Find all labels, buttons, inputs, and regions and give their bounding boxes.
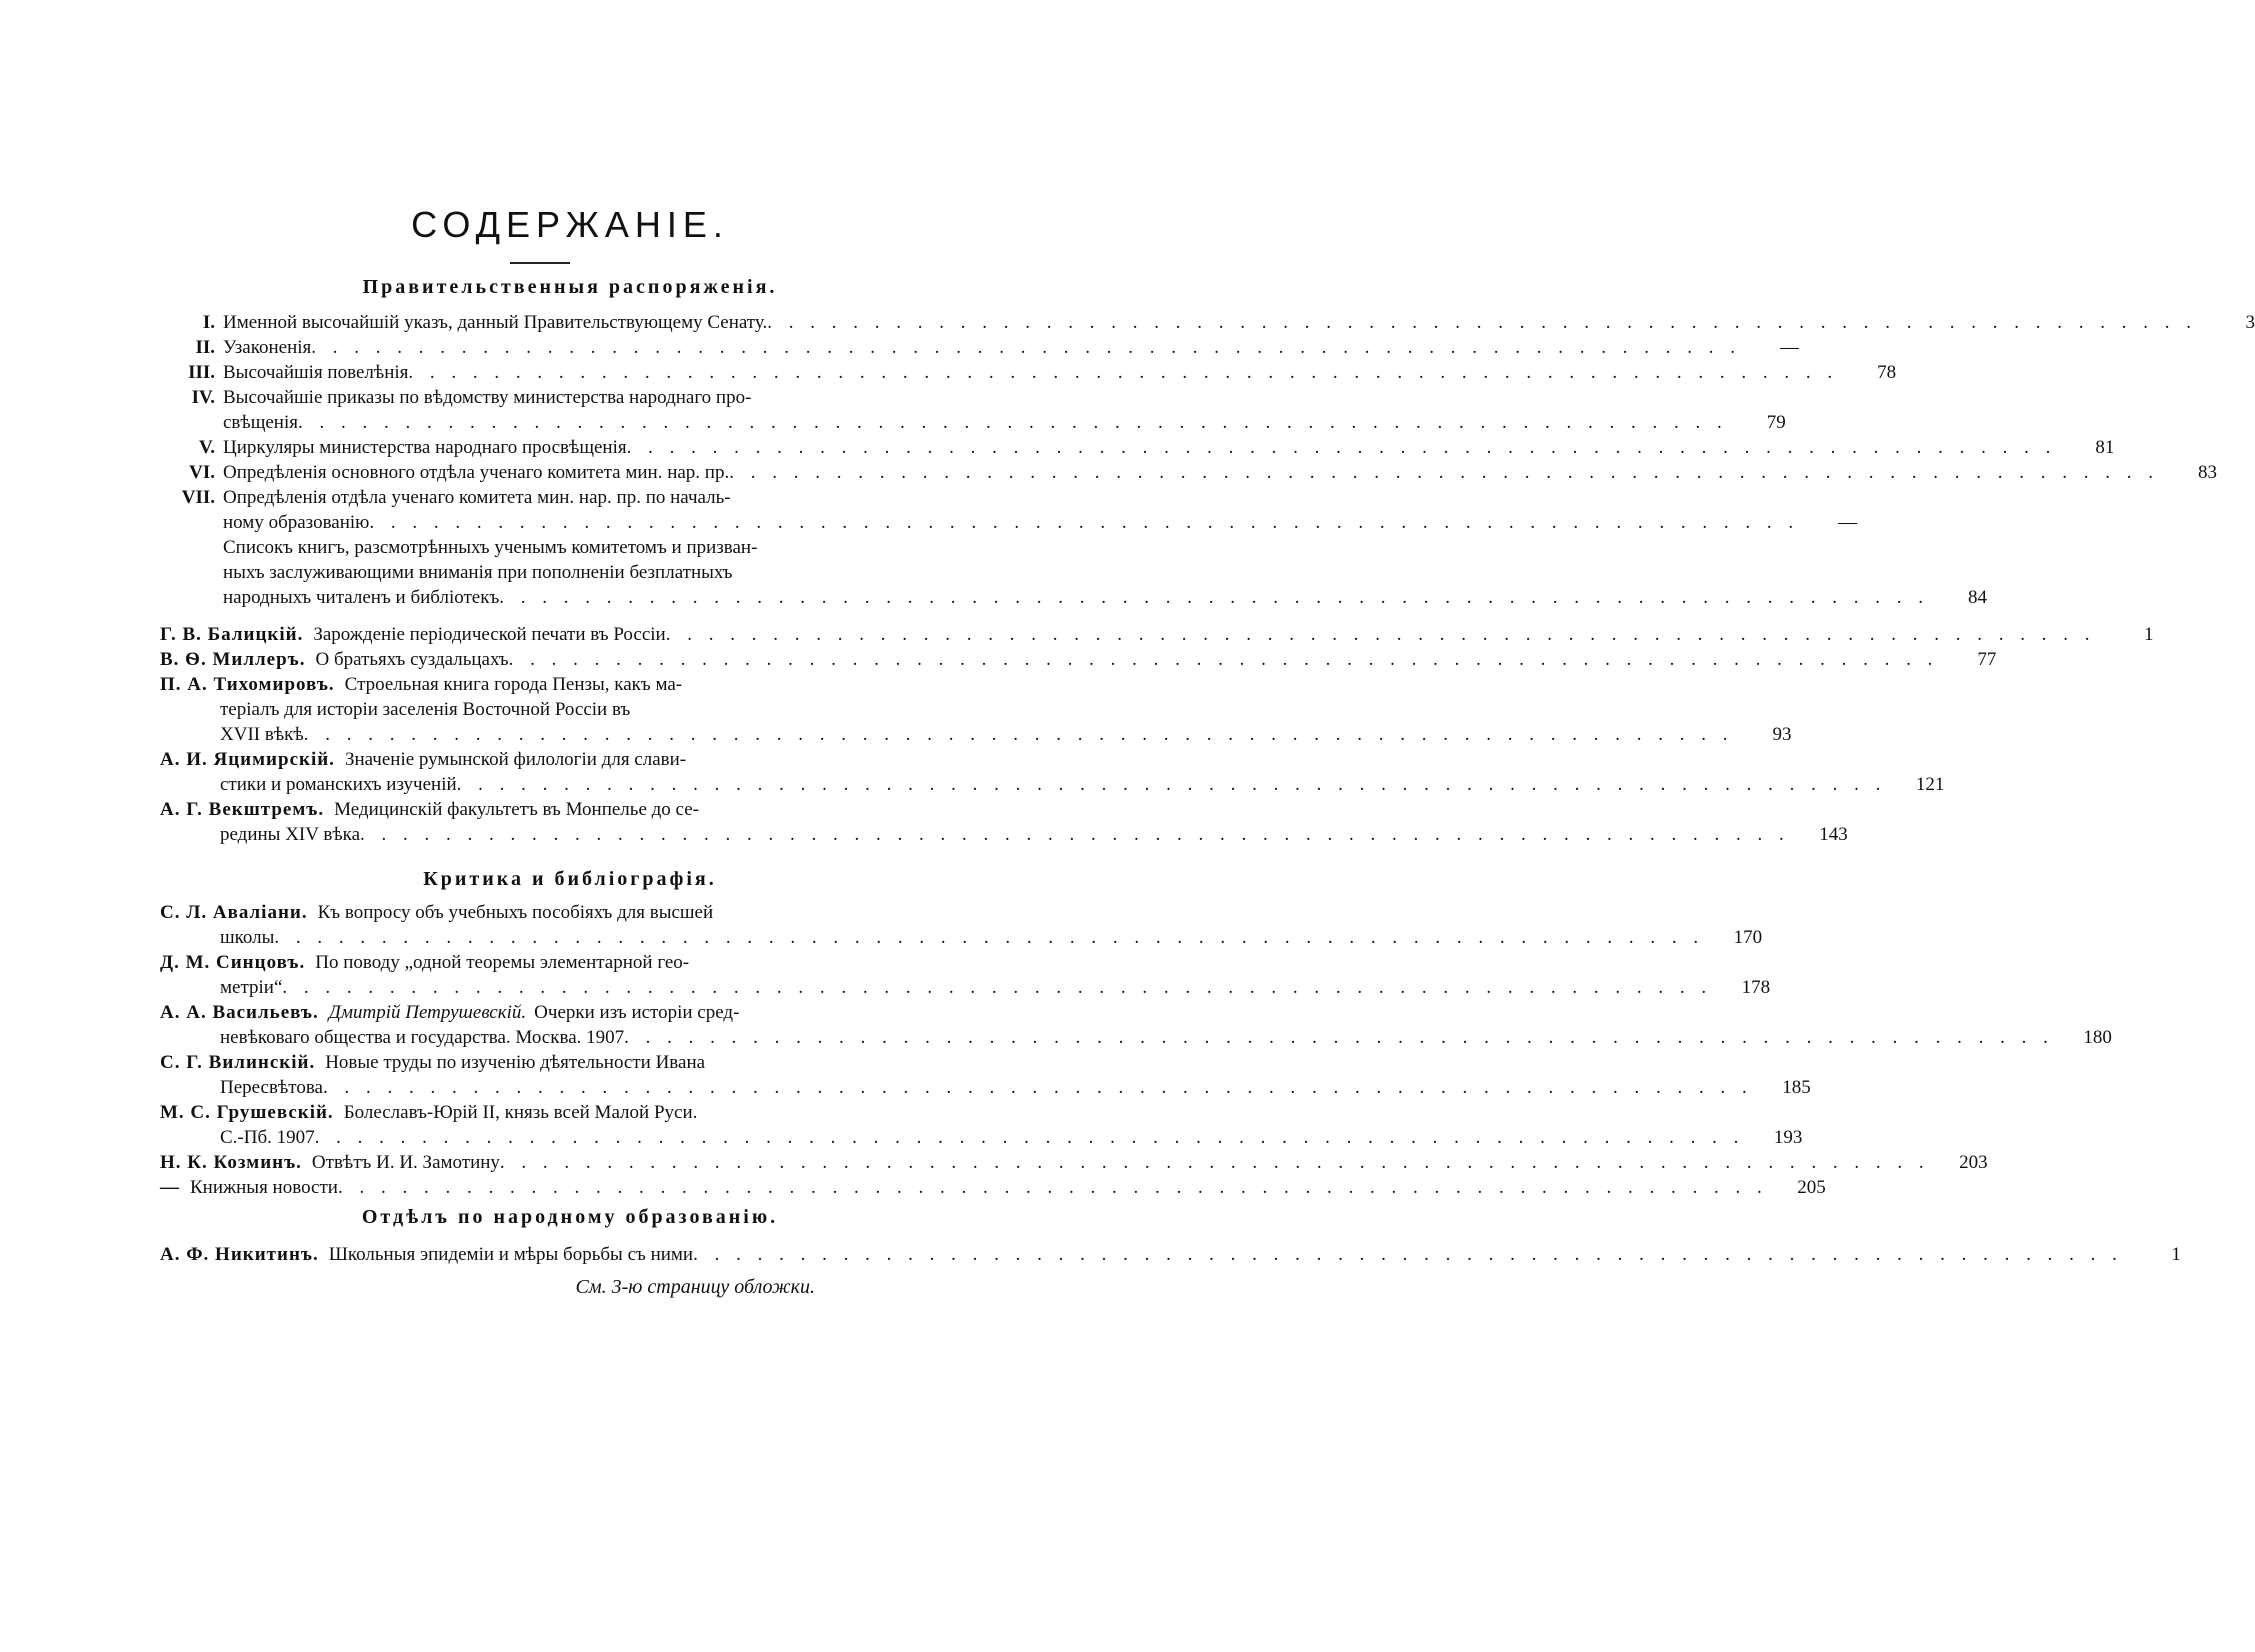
entry-body	[160, 747, 1886, 797]
entry-line	[160, 697, 1733, 722]
entry-line	[160, 772, 1886, 797]
entry-number: V.	[198, 437, 215, 458]
entry-author: А. И. Яцимирскій.	[160, 749, 335, 770]
entry-line	[160, 797, 1790, 822]
dot-leader	[360, 822, 1790, 847]
page-number: 203	[1959, 1152, 1988, 1173]
entry-text: О братьяхъ суздальцахъ	[315, 649, 509, 670]
entry-number: II.	[195, 337, 215, 358]
entry-author: С. Г. Вилинскій.	[160, 1052, 316, 1073]
entry-text: Высочайшіе приказы по вѣдомству министерства народнаго про-	[223, 387, 752, 408]
toc-entry	[160, 672, 1792, 747]
dot-leader	[624, 1025, 2054, 1050]
entry-text: XVII вѣкѣ	[220, 724, 304, 745]
entry-body	[223, 485, 1799, 535]
entry-line	[223, 410, 1728, 435]
entry-line	[160, 1050, 1753, 1075]
entry-body	[223, 335, 1741, 360]
toc-entry	[160, 622, 2154, 647]
page-title: СОДЕРЖАНІЕ.	[411, 204, 729, 245]
entry-line	[160, 822, 1790, 847]
page-number: —	[1838, 512, 1858, 533]
entry-text: Отвѣтъ И. И. Замотину	[311, 1152, 500, 1173]
entry-line	[223, 310, 2197, 335]
page-number: 1	[2143, 624, 2154, 645]
entry-line	[160, 1175, 1768, 1200]
gov-list	[160, 310, 2255, 610]
entry-line	[223, 560, 1929, 585]
entry-line	[223, 385, 1728, 410]
entry-author: А. Г. Векштремъ.	[160, 799, 325, 820]
entry-text: Значеніе румынской филологіи для слави-	[344, 749, 687, 770]
toc-entry	[160, 950, 1771, 1000]
entry-author: А. Ф. Никитинъ.	[160, 1244, 319, 1265]
entry-text: Списокъ книгъ, разсмотрѣнныхъ ученымъ комитетомъ и призван-	[223, 537, 758, 558]
entry-line	[223, 585, 1929, 610]
toc-entry	[160, 1242, 2181, 1267]
title-rule	[510, 262, 570, 264]
entry-number: VII.	[181, 487, 215, 508]
entry-text: Пересвѣтова	[220, 1077, 323, 1098]
entry-number: I.	[202, 312, 215, 333]
entry-author: М. С. Грушевскій.	[160, 1102, 334, 1123]
dot-leader	[323, 1075, 1753, 1100]
entry-line	[160, 975, 1712, 1000]
entry-body	[223, 460, 2159, 485]
entry-line	[160, 672, 1733, 697]
entry-line	[160, 1242, 2123, 1267]
entry-line	[160, 722, 1733, 747]
entry-body	[160, 797, 1790, 847]
entry-line	[223, 510, 1799, 535]
dot-leader	[315, 1125, 1745, 1150]
entry-body	[160, 672, 1733, 747]
entry-author: В. Ѳ. Миллеръ.	[160, 649, 306, 670]
education-heading: Отдѣлъ по народному образованію.	[361, 1206, 779, 1228]
page-number: 93	[1772, 724, 1792, 745]
entry-number: IV.	[191, 387, 215, 408]
page-number: 185	[1782, 1077, 1811, 1098]
toc-entry	[160, 747, 1945, 797]
entry-body	[160, 622, 2095, 647]
entry-line	[160, 1125, 1744, 1150]
entry-author: П. А. Тихомировъ.	[160, 674, 335, 695]
entry-text: Высочайшія повелѣнія	[223, 362, 409, 383]
gov-heading: Правительственныя распоряженія.	[362, 276, 778, 298]
entry-line	[223, 485, 1799, 510]
entry-body	[223, 310, 2197, 335]
toc-entry	[160, 1000, 2112, 1050]
page-number: 205	[1797, 1177, 1826, 1198]
entry-text: свѣщенія	[223, 412, 298, 433]
entry-body	[160, 950, 1712, 1000]
entry-line	[160, 1075, 1753, 1100]
toc-entry	[160, 310, 2255, 335]
entry-line	[223, 535, 1929, 560]
toc-entry	[160, 535, 1988, 610]
toc-entry	[160, 435, 2115, 460]
entry-body	[160, 647, 1938, 672]
entry-body	[160, 1100, 1744, 1150]
toc-entry	[160, 1150, 1988, 1175]
toc-entry	[160, 1100, 1803, 1150]
page-number: 193	[1773, 1127, 1803, 1148]
entry-italic-author: Дмитрій Петрушевскій.	[328, 1002, 527, 1023]
toc-entry	[160, 385, 1786, 435]
dot-leader	[729, 460, 2159, 485]
entry-text: метріи“	[220, 977, 283, 998]
entry-line	[160, 1150, 1930, 1175]
dot-leader	[338, 1175, 1768, 1200]
page-number: 81	[2095, 437, 2115, 458]
entry-body	[160, 1150, 1930, 1175]
entry-line	[160, 900, 1704, 925]
dot-leader	[509, 647, 1939, 672]
entry-text: теріалъ для исторіи заселенія Восточной Россіи въ	[220, 699, 631, 720]
entry-body	[160, 1050, 1753, 1100]
entry-body	[160, 900, 1704, 950]
dot-leader	[369, 510, 1799, 535]
entry-line	[160, 1000, 2054, 1025]
toc-entry	[160, 797, 1848, 847]
page-number: 143	[1819, 824, 1848, 845]
dot-leader	[298, 410, 1728, 435]
entry-text: С.-Пб. 1907	[220, 1127, 315, 1148]
entry-author: Г. В. Балицкій.	[160, 624, 304, 645]
education-list	[160, 1242, 2181, 1267]
dot-leader	[457, 772, 1887, 797]
entry-line	[160, 747, 1886, 772]
entry-body	[223, 435, 2056, 460]
entry-line	[160, 1025, 2054, 1050]
page-number: 83	[2197, 462, 2217, 483]
entry-text: Болеславъ-Юрій II, князь всей Малой Руси.	[343, 1102, 698, 1123]
entry-line	[160, 647, 1938, 672]
page-number: 78	[1877, 362, 1897, 383]
entry-text: Циркуляры министерства народнаго просвѣщенія	[223, 437, 627, 458]
entry-number: VI.	[189, 462, 215, 483]
entry-text: невѣковаго общества и государства. Москва. 1907	[220, 1027, 625, 1048]
dot-leader	[499, 585, 1929, 610]
page-number: 178	[1741, 977, 1771, 998]
page-number: 84	[1968, 587, 1988, 608]
critique-heading: Критика и библіографія.	[423, 868, 717, 890]
entry-author: С. Л. Авалiани.	[160, 902, 308, 923]
entry-text: Къ вопросу объ учебныхъ пособіяхъ для высшей	[317, 902, 714, 923]
entry-body	[160, 1175, 1768, 1200]
page-number: 1	[2171, 1244, 2181, 1265]
entry-body	[160, 1242, 2123, 1267]
entry-text: Опредѣленія основного отдѣла ученаго комитета мин. нар. пр.	[223, 462, 730, 483]
entry-text: школы	[220, 927, 275, 948]
dot-leader	[627, 435, 2057, 460]
entry-text: Опредѣленія отдѣла ученаго комитета мин. нар. пр. по началь-	[223, 487, 731, 508]
entry-author: Н. К. Козминъ.	[160, 1152, 302, 1173]
dot-leader	[500, 1150, 1930, 1175]
entry-line	[160, 950, 1712, 975]
toc-entry	[160, 460, 2217, 485]
entry-body	[223, 360, 1838, 385]
entry-line	[160, 925, 1704, 950]
entry-author: А. А. Васильевъ.	[160, 1002, 319, 1023]
page-number: 3	[2245, 312, 2255, 333]
entry-line	[160, 1100, 1744, 1125]
toc-entry	[160, 900, 1763, 950]
dot-leader	[304, 722, 1734, 747]
articles-list	[160, 622, 2154, 847]
entry-text: Школьныя эпидеміи и мѣры борьбы съ ними	[328, 1244, 694, 1265]
entry-line	[223, 460, 2159, 485]
entry-text: редины XIV вѣка	[220, 824, 361, 845]
page-number: 79	[1766, 412, 1786, 433]
entry-author: —	[160, 1177, 180, 1198]
entry-line	[223, 335, 1741, 360]
entry-text: Строельная книга города Пензы, какъ ма-	[344, 674, 683, 695]
page-number: 77	[1977, 649, 1997, 670]
entry-line	[160, 622, 2095, 647]
entry-number: III.	[188, 362, 215, 383]
entry-text: Узаконенія	[223, 337, 312, 358]
dot-leader	[693, 1242, 2123, 1267]
page-number: 180	[2083, 1027, 2112, 1048]
entry-text: Медицинскій факультетъ въ Монпелье до се-	[334, 799, 699, 820]
entry-body	[160, 1000, 2054, 1050]
entry-line	[223, 360, 1838, 385]
toc-entry	[160, 647, 1997, 672]
entry-text: Книжныя новости	[190, 1177, 338, 1198]
critique-list	[160, 900, 2112, 1200]
dot-leader	[666, 622, 2096, 647]
page-number: 170	[1733, 927, 1763, 948]
dot-leader	[282, 975, 1712, 1000]
entry-text: народныхъ читаленъ и библіотекъ	[223, 587, 500, 608]
entry-text: ныхъ заслуживающими вниманія при пополненіи безплатныхъ	[223, 562, 733, 583]
entry-text: Именной высочайшій указъ, данный Правительствующему Сенату.	[223, 312, 768, 333]
dot-leader	[767, 310, 2197, 335]
toc-entry	[160, 335, 1800, 360]
entry-body	[223, 385, 1728, 435]
toc-entry	[160, 1175, 1826, 1200]
entry-text: Очерки изъ исторіи сред-	[534, 1002, 740, 1023]
page-number: 121	[1915, 774, 1945, 795]
toc-entry	[160, 1050, 1811, 1100]
toc-entry	[160, 485, 1858, 535]
page-number: —	[1780, 337, 1800, 358]
entry-line	[223, 435, 2056, 460]
entry-text: По поводу „одной теоремы элементарной гео-	[315, 952, 690, 973]
entry-body	[223, 535, 1929, 610]
entry-text: Новые труды по изученію дѣятельности Ивана	[325, 1052, 706, 1073]
entry-text: Зарожденіе періодической печати въ Россіи	[313, 624, 666, 645]
toc-entry	[160, 360, 1897, 385]
dot-leader	[274, 925, 1704, 950]
entry-text: стики и романскихъ изученій	[220, 774, 457, 795]
footer-note: См. 3-ю страницу обложки.	[575, 1276, 815, 1298]
dot-leader	[408, 360, 1838, 385]
entry-text: ному образованію	[223, 512, 370, 533]
dot-leader	[311, 335, 1741, 360]
entry-author: Д. М. Синцовъ.	[160, 952, 306, 973]
